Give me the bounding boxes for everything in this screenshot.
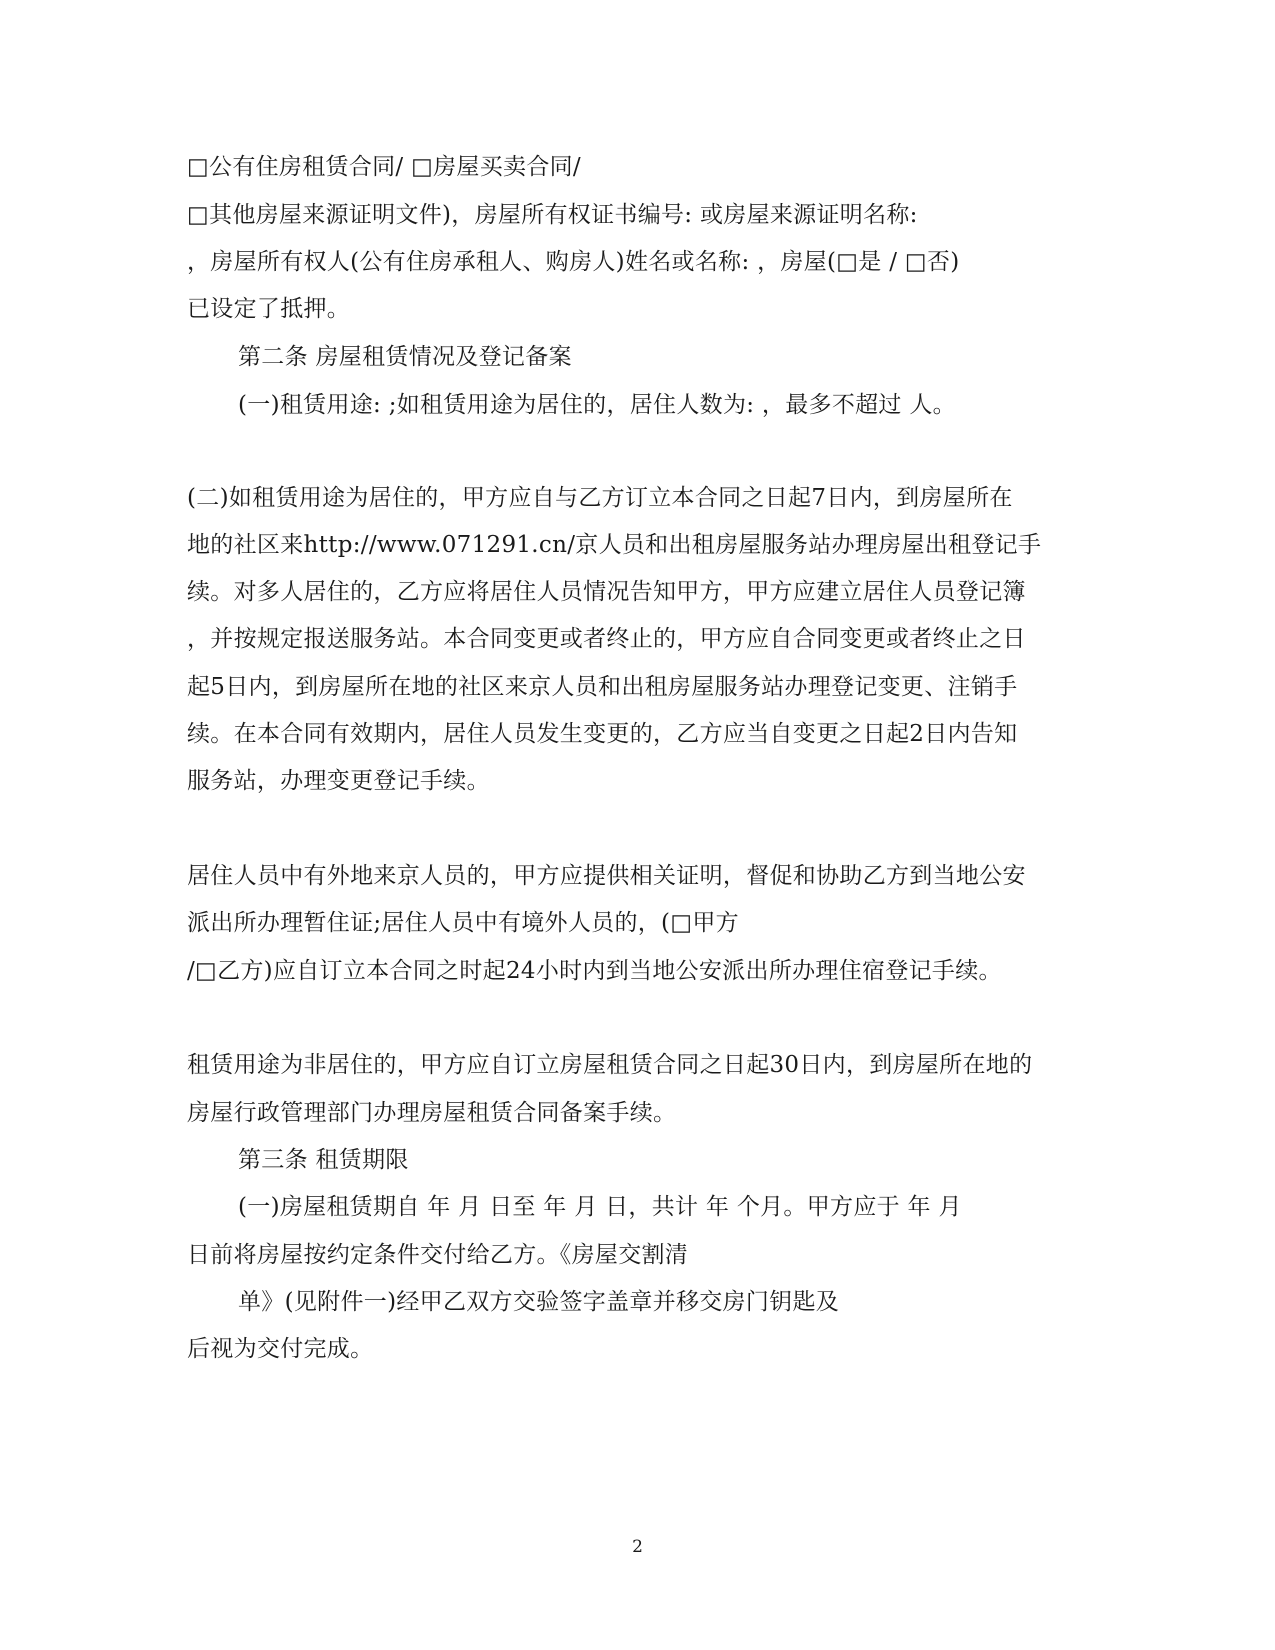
text-line-20: (一)房屋租赁期自 年 月 日至 年 月 日，共计 年 个月。甲方应于 年 月 [238,1194,962,1220]
text-line-16: /□乙方)应自订立本合同之时起24小时内到当地公安派出所办理住宿登记手续。 [187,958,1002,984]
page-number: 2 [632,1537,643,1557]
section-heading-2: 第二条 房屋租赁情况及登记备案 [238,344,572,370]
text-line-23: 后视为交付完成。 [187,1336,374,1362]
text-line-4: 已设定了抵押。 [187,296,351,322]
text-line-14: 居住人员中有外地来京人员的，甲方应提供相关证明，督促和协助乙方到当地公安 [187,863,1026,889]
text-line-2: □其他房屋来源证明文件)，房屋所有权证书编号: 或房屋来源证明名称: [187,202,918,228]
text-line-11: 起5日内，到房屋所在地的社区来京人员和出租房屋服务站办理登记变更、注销手 [187,674,1018,700]
text-line-7: (二)如租赁用途为居住的，甲方应自与乙方订立本合同之日起7日内，到房屋所在 [187,485,1013,511]
text-line-18: 房屋行政管理部门办理房屋租赁合同备案手续。 [187,1100,677,1126]
text-line-3: ，房屋所有权人(公有住房承租人、购房人)姓名或名称: ，房屋(□是 / □否) [187,249,960,275]
text-line-9: 续。对多人居住的，乙方应将居住人员情况告知甲方，甲方应建立居住人员登记簿 [187,579,1026,605]
text-line-12: 续。在本合同有效期内，居住人员发生变更的，乙方应当自变更之日起2日内告知 [187,721,1018,747]
text-line-21: 日前将房屋按约定条件交付给乙方。《房屋交割清 [187,1242,689,1268]
text-line-22: 单》(见附件一)经甲乙双方交验签字盖章并移交房门钥匙及 [238,1289,840,1315]
text-line-1: □公有住房租赁合同/ □房屋买卖合同/ [187,154,581,180]
text-line-6: (一)租赁用途: ;如租赁用途为居住的，居住人数为: ，最多不超过 人。 [238,392,956,418]
text-line-13: 服务站，办理变更登记手续。 [187,768,490,794]
text-line-15: 派出所办理暂住证;居住人员中有境外人员的，(□甲方 [187,910,739,936]
text-line-8: 地的社区来http://www.071291.cn/京人员和出租房屋服务站办理房屋出租登记手 [187,532,1042,558]
section-heading-3: 第三条 租赁期限 [238,1147,409,1173]
text-line-10: ，并按规定报送服务站。本合同变更或者终止的，甲方应自合同变更或者终止之日 [187,626,1026,652]
text-line-17: 租赁用途为非居住的，甲方应自订立房屋租赁合同之日起30日内，到房屋所在地的 [187,1052,1033,1078]
